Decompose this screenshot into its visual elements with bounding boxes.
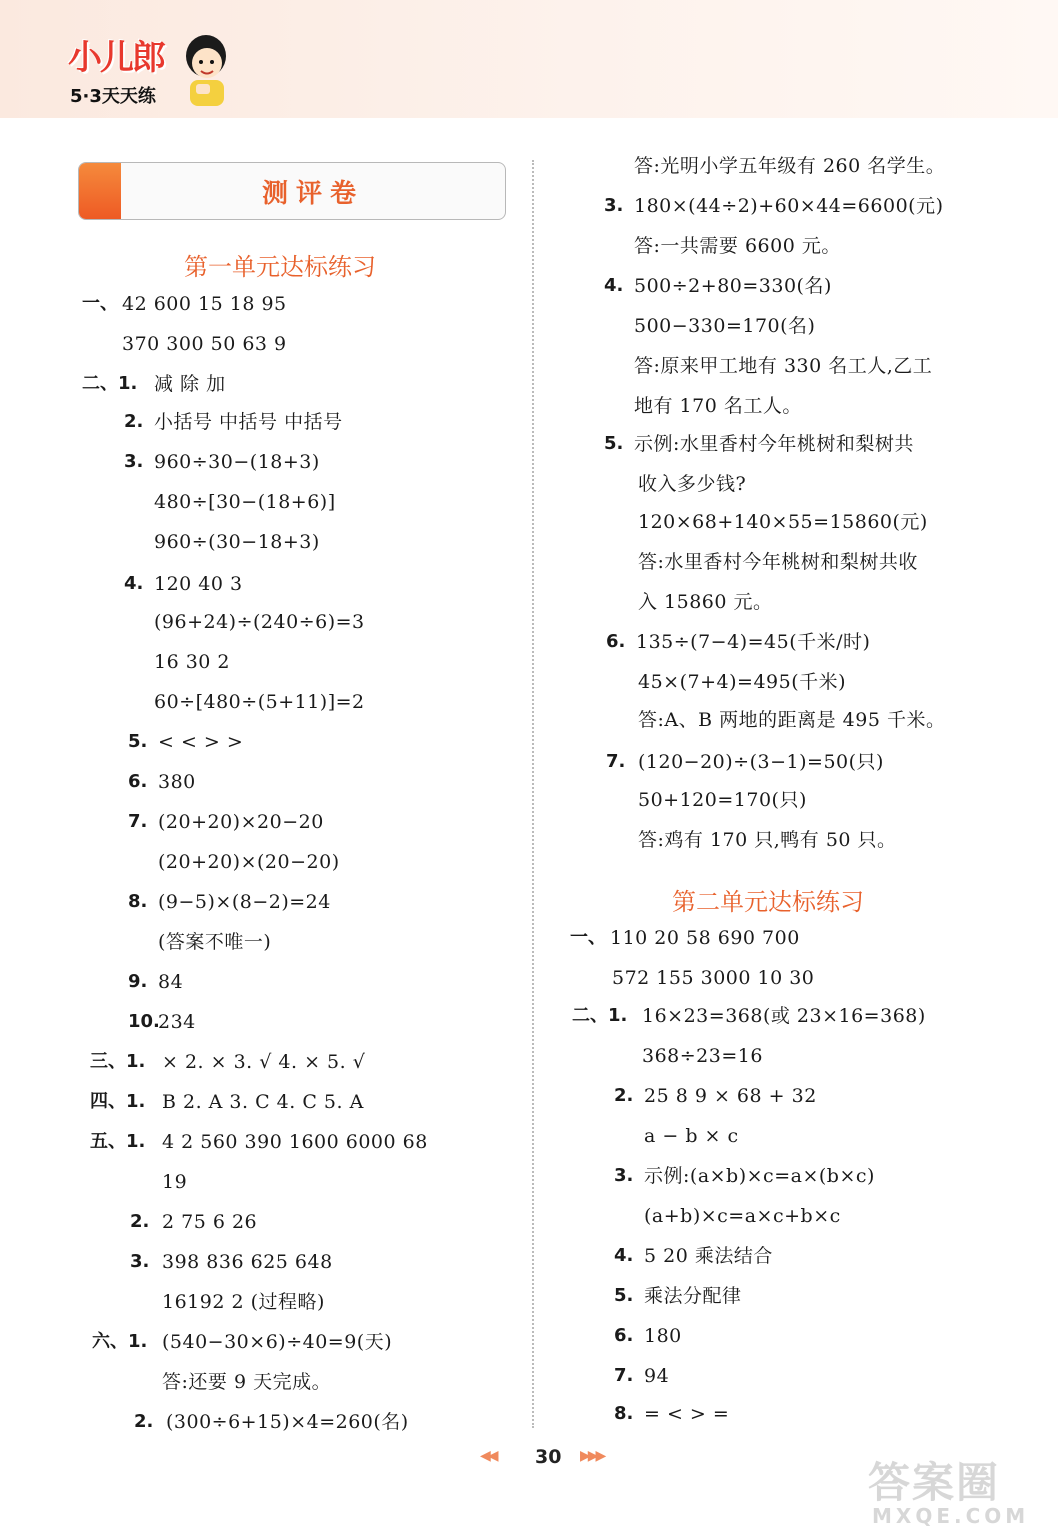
page-footer bbox=[440, 1446, 640, 1476]
unit1-heading: 第一单元达标练习 bbox=[184, 253, 376, 281]
answer-line: 380 bbox=[158, 771, 196, 793]
answer-line: 25 8 9 × 68 + 32 bbox=[644, 1085, 817, 1107]
answer-line: 500÷2+80=330(名) bbox=[634, 275, 832, 297]
mascot-icon bbox=[178, 30, 234, 110]
answer-line: 乘法分配律 bbox=[644, 1285, 742, 1307]
answer-line: 60÷[480÷(5+11)]=2 bbox=[154, 691, 365, 713]
item-number: 10. bbox=[128, 1011, 160, 1032]
item-number: 五、1. bbox=[90, 1131, 146, 1152]
answer-line: 19 bbox=[162, 1171, 188, 1193]
answer-line: (9−5)×(8−2)=24 bbox=[158, 891, 331, 913]
item-number: 六、1. bbox=[92, 1331, 148, 1352]
answer-line: 480÷[30−(18+6)] bbox=[154, 491, 336, 513]
watermark-logo bbox=[858, 1450, 1054, 1534]
item-number: 7. bbox=[614, 1365, 634, 1386]
answer-line: 368÷23=16 bbox=[642, 1045, 763, 1067]
answer-line: (96+24)÷(240÷6)=3 bbox=[154, 611, 365, 633]
watermark-url: MXQE.COM bbox=[872, 1504, 1030, 1528]
answer-line: 42 600 15 18 95 bbox=[122, 293, 287, 315]
item-number: 一、 bbox=[82, 293, 118, 314]
item-number: 2. bbox=[124, 411, 144, 432]
column-divider bbox=[532, 160, 534, 1428]
item-number: 二、1. bbox=[572, 1005, 628, 1026]
answer-line: 135÷(7−4)=45(千米/时) bbox=[636, 631, 871, 653]
answer-line: 答:水里香村今年桃树和梨树共收 bbox=[638, 551, 918, 573]
answer-line: 120×68+140×55=15860(元) bbox=[638, 511, 928, 533]
item-number: 6. bbox=[128, 771, 148, 792]
item-number: 四、1. bbox=[90, 1091, 146, 1112]
answer-line: 减 除 加 bbox=[154, 373, 226, 395]
answer-line: 500−330=170(名) bbox=[634, 315, 816, 337]
answer-line: 50+120=170(只) bbox=[638, 789, 807, 811]
answer-line: 16×23=368(或 23×16=368) bbox=[642, 1005, 926, 1027]
item-number: 5. bbox=[614, 1285, 634, 1306]
item-number: 3. bbox=[604, 195, 624, 216]
item-number: 2. bbox=[614, 1085, 634, 1106]
answer-line: 16 30 2 bbox=[154, 651, 231, 673]
answer-line: 收入多少钱? bbox=[638, 473, 747, 495]
item-number: 5. bbox=[604, 433, 624, 454]
answer-line: 110 20 58 690 700 bbox=[610, 927, 800, 949]
item-number: 6. bbox=[614, 1325, 634, 1346]
item-number: 7. bbox=[606, 751, 626, 772]
answer-line: 45×(7+4)=495(千米) bbox=[638, 671, 847, 693]
answer-line: 答:鸡有 170 只,鸭有 50 只。 bbox=[638, 829, 897, 851]
brand-subtitle: 5·3天天练 bbox=[70, 86, 156, 107]
item-number: 8. bbox=[614, 1403, 634, 1424]
answer-line: 572 155 3000 10 30 bbox=[612, 967, 815, 989]
answer-line: 94 bbox=[644, 1365, 670, 1387]
item-number: 5. bbox=[128, 731, 148, 752]
section-accent-bar bbox=[79, 163, 121, 219]
answer-line: (540−30×6)÷40=9(天) bbox=[162, 1331, 393, 1353]
answer-line: 960÷30−(18+3) bbox=[154, 451, 320, 473]
answer-line: 示例:水里香村今年桃树和梨树共 bbox=[634, 433, 914, 455]
prev-arrows-icon: ◀◀ bbox=[480, 1448, 496, 1464]
page-number: 30 bbox=[535, 1446, 562, 1468]
answer-line: 入 15860 元。 bbox=[638, 591, 773, 613]
next-arrows-icon: ▶▶▶ bbox=[580, 1448, 604, 1464]
answer-line: < < > > bbox=[158, 731, 244, 753]
answer-line: (300÷6+15)×4=260(名) bbox=[166, 1411, 409, 1433]
item-number: 7. bbox=[128, 811, 148, 832]
answer-line: 答:还要 9 天完成。 bbox=[162, 1371, 332, 1393]
answer-line: 示例:(a×b)×c=a×(b×c) bbox=[644, 1165, 875, 1187]
answer-line: (a+b)×c=a×c+b×c bbox=[644, 1205, 841, 1227]
answer-line: (20+20)×20−20 bbox=[158, 811, 324, 833]
answer-line: = < > = bbox=[644, 1403, 730, 1425]
item-number: 2. bbox=[134, 1411, 154, 1432]
item-number: 3. bbox=[130, 1251, 150, 1272]
answer-line: B 2. A 3. C 4. C 5. A bbox=[162, 1091, 364, 1113]
unit2-heading: 第二单元达标练习 bbox=[672, 888, 864, 916]
answer-line: 370 300 50 63 9 bbox=[122, 333, 287, 355]
answer-line: 地有 170 名工人。 bbox=[634, 395, 802, 417]
answer-line: 答:光明小学五年级有 260 名学生。 bbox=[634, 155, 946, 177]
item-number: 3. bbox=[614, 1165, 634, 1186]
answer-line: 2 75 6 26 bbox=[162, 1211, 258, 1233]
answer-line: 答:A、B 两地的距离是 495 千米。 bbox=[638, 709, 946, 731]
item-number: 二、1. bbox=[82, 373, 138, 394]
answer-line: 84 bbox=[158, 971, 184, 993]
answer-line: 答:一共需要 6600 元。 bbox=[634, 235, 841, 257]
section-title: 测评卷 bbox=[261, 179, 364, 209]
item-number: 4. bbox=[614, 1245, 634, 1266]
answer-line: a − b × c bbox=[644, 1125, 739, 1147]
item-number: 8. bbox=[128, 891, 148, 912]
answer-line: 180×(44÷2)+60×44=6600(元) bbox=[634, 195, 944, 217]
item-number: 4. bbox=[604, 275, 624, 296]
item-number: 一、 bbox=[570, 927, 606, 948]
answer-line: 120 40 3 bbox=[154, 573, 243, 595]
item-number: 6. bbox=[606, 631, 626, 652]
answer-line: 小括号 中括号 中括号 bbox=[154, 411, 343, 433]
item-number: 三、1. bbox=[90, 1051, 146, 1072]
answer-line: 16192 2 (过程略) bbox=[162, 1291, 325, 1313]
item-number: 4. bbox=[124, 573, 144, 594]
answer-line: 答:原来甲工地有 330 名工人,乙工 bbox=[634, 355, 933, 377]
answer-line: (120−20)÷(3−1)=50(只) bbox=[638, 751, 884, 773]
answer-line: 5 20 乘法结合 bbox=[644, 1245, 773, 1267]
answer-line: 4 2 560 390 1600 6000 68 bbox=[162, 1131, 428, 1153]
item-number: 9. bbox=[128, 971, 148, 992]
answer-line: 234 bbox=[158, 1011, 196, 1033]
watermark-text: 答案圈 bbox=[868, 1458, 1001, 1507]
answer-line: (20+20)×(20−20) bbox=[158, 851, 340, 873]
brand-name: 小儿郎 bbox=[68, 38, 164, 78]
item-number: 2. bbox=[130, 1211, 150, 1232]
answer-line: 180 bbox=[644, 1325, 682, 1347]
answer-line: × 2. × 3. √ 4. × 5. √ bbox=[162, 1051, 366, 1073]
answer-line: (答案不唯一) bbox=[158, 931, 272, 953]
item-number: 3. bbox=[124, 451, 144, 472]
section-title-box bbox=[78, 162, 506, 220]
answer-line: 398 836 625 648 bbox=[162, 1251, 333, 1273]
answer-line: 960÷(30−18+3) bbox=[154, 531, 320, 553]
